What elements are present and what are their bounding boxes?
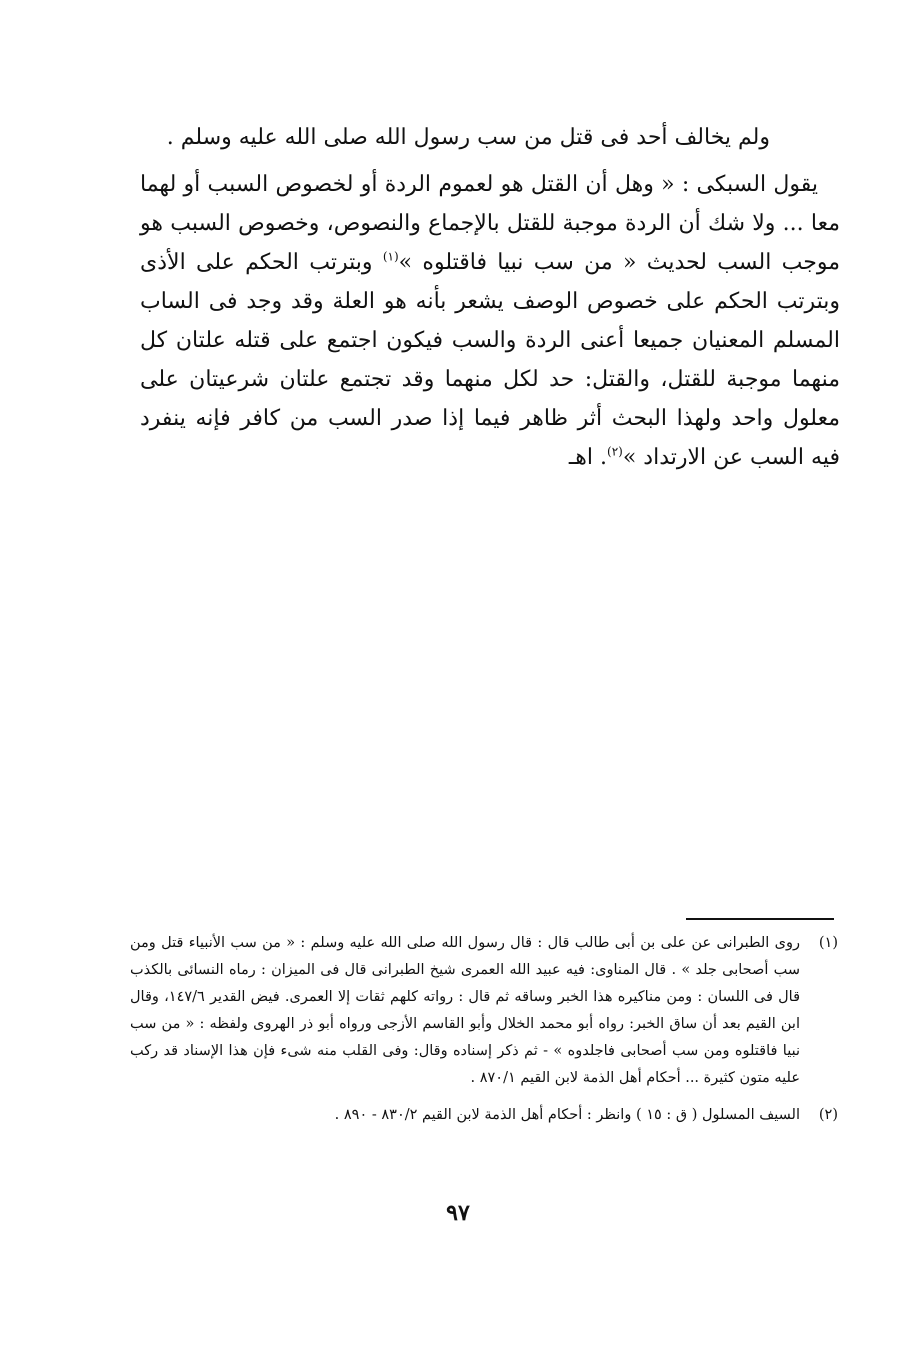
main-text: [140, 118, 840, 477]
paragraph-2: [140, 165, 840, 477]
paragraph-2-part-a: يقول السبكى : « وهل أن القتل هو لعموم الردة أو لخصوص السبب أو لهما معا ... ولا شك أن الردة موجبة للقتل بالإجماع والنصوص، وخصوص السبب هو موجب السب لحديث « من سب نبيا فاقتلوه »: [140, 172, 840, 275]
footnote-ref-2: (٢): [607, 444, 623, 459]
footnotes: [130, 930, 838, 1129]
footnote-ref-1: (١): [382, 249, 399, 264]
footnote-number: (٢): [818, 1107, 838, 1123]
paragraph-2-part-b: وبترتب الحكم على الأذى وبترتب الحكم على خصوص الوصف يشعر بأنه هو العلة وقد وجد فى الساب المسلم المعنيان جميعا أعنى الردة والسب فيكون اجتمع على قتله علتان كل منهما موجبة للقتل، والقتل: حد لكل منهما وقد تجتمع علتان شرعيتان على معلول واحد ولهذا البحث أثر ظاهر فيما إذا صدر السب من كافر فإنه ينفرد فيه السب عن الارتداد »: [140, 250, 840, 470]
footnote-separator: [686, 918, 834, 920]
footnote-2: [130, 1102, 838, 1129]
footnote-text: روى الطبرانى عن على بن أبى طالب قال : قال رسول الله صلى الله عليه وسلم : « من سب الأنبياء قتل ومن سب أصحابى جلد » . قال المناوى: فيه عبيد الله العمرى شيخ الطبرانى قال فى الميزان : رماه النسائى بالكذب قال فى اللسان : ومن مناكيره هذا الخبر وساقه ثم قال : رواته كلهم ثقات إلا العمرى. فيض القدير ١٤٧/٦، وقال ابن القيم بعد أن ساق الخبر: رواه أبو محمد الخلال وأبو القاسم الأزجى ورواه أبو ذر الهروى ولفظه : « من سب نبيا فاقتلوه ومن سب أصحابى فاجلدوه » - ثم ذكر إسناده وقال: وفى القلب منه شىء فإن هذا الإسناد قد ركب عليه متون كثيرة ... أحكام أهل الذمة لابن القيم ٨٧٠/١ .: [130, 935, 801, 1086]
footnote-1: [130, 930, 838, 1092]
paragraph-2-part-c: . اهـ: [568, 445, 607, 470]
footnote-number: (١): [818, 935, 838, 951]
page-number: ٩٧: [446, 1200, 470, 1226]
paragraph-1: ولم يخالف أحد فى قتل من سب رسول الله صلى الله عليه وسلم .: [166, 125, 770, 150]
footnote-text: السيف المسلول ( ق : ١٥ ) وانظر : أحكام أهل الذمة لابن القيم ٨٣٠/٢ - ٨٩٠ .: [334, 1107, 800, 1123]
